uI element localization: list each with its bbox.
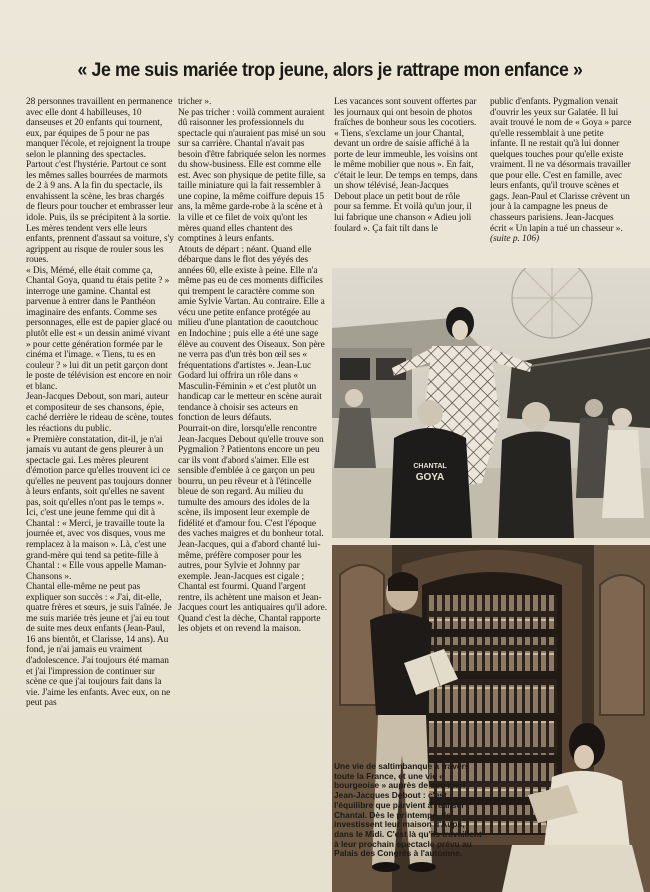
paragraph: Atouts de départ : néant. Quand elle débarque dans le flot des yéyés des années 60, elle existe à peine. Elle n'a même pas eu de ces moments difficiles qui trempent le caractère comme son amie Sylvie Vartan. Au contraire. Elle a vécu une petite enfance protégée au milieu d'une plantation de caoutchouc en Indochine ; puis elle a été une sage élève au couvent des Oiseaux. Son père ne verra pas d'un très bon œil ses « fréquentations d'artistes ». Jean-Luc Godard lui offrira un rôle dans « Masculin-Féminin » et c'est plutôt un handicap car le metteur en scène aurait tendance à choisir ses acteurs en fonction de leurs défauts.	[178, 244, 325, 424]
paragraph: tricher ».	[178, 97, 212, 107]
text-column-3: Les vacances sont souvent offertes par les journaux qui ont besoin de photos fraîches de bonheur sous les cocotiers. « Tiens, s'exclame un jour Chantal, devant un ordre de saisie affiché à la porte de leur immeuble, les voisins ont le même mobilier que nous ». En fait, c'était le leur. De temps en temps, dans un show télévisé, Jean-Jacques Debout place un petit bout de rôle pour sa femme. Et voilà qu'un jour, il lui fabrique une chanson « Adieu joli foulard ». Ça fait tilt dans le	[334, 97, 478, 234]
paragraph: Chantal elle-même ne peut pas expliquer son succès : « J'ai, dit-elle, quatre frères et sœurs, je suis l'aînée. Je me suis mariée très jeune et j'ai eu tout de suite mes deux enfants (Jean-Paul, 16 ans bientôt, et Clarisse, 14 ans). Au fond, je n'ai jamais eu vraiment d'adolescence. J'ai toujours été maman et j'ai l'impression de continuer sur scène ce que j'ai toujours fait dans la vie. J'aime les enfants. Avec eux, on ne peut pas	[26, 582, 172, 709]
paragraph: Ne pas tricher : voilà comment auraient dû raisonner les professionnels du spectacle qui n'auraient pas misé un sou sur sa carrière. Chantal n'avait pas besoin d'être fabriquée selon les normes du show-business. Elle est comme elle est. Avec son physique de petite fille, sa taille miniature qui la fait ressembler à une copine, la même coiffure depuis 15 ans, la même garde-robe à la scène et à la ville et ce filet de voix qu'ont les mères quand elles chantent des comptines à leurs enfants.	[178, 107, 326, 245]
paragraph: Partout c'est l'hystérie. Partout ce sont les mêmes salles bourrées de marmots de 2 à 9 ans. A la fin du spectacle, ils envahissent la scène, les bras chargés de fleurs pour toucher et embrasser leur idole. Puis, ils se précipitent à la sortie. Les mères tendent vers elle leurs enfants, prennent d'assaut sa voiture, s'y agrippent au risque de rouler sous les roues.	[26, 160, 174, 266]
sweater-text-line1: CHANTAL	[413, 463, 447, 470]
paragraph: Jean-Jacques Debout, son mari, auteur et compositeur de ses chansons, épie, caché derrière le rideau de scène, toutes les réactions du public.	[26, 392, 174, 434]
paragraph: Ici, c'est une jeune femme qui dit à Chantal : « Merci, je travaille toute la journée et, avec vos disques, vous me remplacez à la maison ». Là, c'est une grand-mère qui tend sa petite-fille à Chantal : « Elle vous appelle Maman-Chansons ».	[26, 508, 167, 582]
article-headline: « Je me suis mariée trop jeune, alors je rattrape mon enfance »	[77, 60, 583, 81]
photo-caption: Une vie de saltimbanque à travers toute la France, et une vie « bourgeoise » auprès de son mari Jean-Jacques Debout : c'est l'équilibre que parvient à réaliser Chantal. Dès le printemps, ils investissent leur maison d'Aups, dans le Midi. C'est là qu'ils travaillent à leur prochain spectacle prévu au Palais des Congrès à l'automne.	[334, 761, 482, 859]
sweater-text-line2: GOYA	[415, 472, 445, 483]
paragraph: Pourrait-on dire, lorsqu'elle rencontre Jean-Jacques Debout qu'elle trouve son Pygmalion ? Patientons encore un peu car ils vont d'abord s'aimer. Elle est sensible d'emblée à ce garçon un peu bourru, un peu rêveur et à l'étincelle bleue de son regard. Au milieu du tumulte des amours des idoles de la scène, ils imposent leur exemple de fidélité et d'amour fou. C'est l'époque des vaches maigres et du bonheur total. Jean-Jacques, qui a d'abord chanté lui-même, préfère composer pour les autres, pour Sylvie et Johnny par exemple. Jean-Jacques est cigale ; Chantal est fourmi. Quand l'argent rentre, ils achètent une maison et Jean-Jacques court les antiquaires qu'il adore. Quand c'est la dèche, Chantal rapporte les objets et on revend la maison.	[178, 423, 328, 635]
paragraph: « Dis, Mémé, elle était comme ça, Chantal Goya, quand tu étais petite ? » interroge une gamine. Chantal est parvenue à entrer dans le Panthéon imaginaire des enfants. Comme ses personnages, elle est de papier glacé ou plutôt elle est « un dessin animé vivant » pour cette génération formée par le cinéma et l'image. « Tiens, tu es en couleur ? » lui dit un petit garçon dont le poste de télévision est encore en noir et blanc.	[26, 265, 173, 392]
photo-outdoor-troupe	[332, 268, 650, 538]
paragraph: « Première constatation, dit-il, je n'ai jamais vu autant de gens pleurer à un spectacle gai. Les mères pleurent d'émotion parce qu'elles trouvent ici ce qu'elles ne peuvent pas toujours donner à leurs enfants, soit qu'elles ne savent pas, soit qu'elles n'ont pas le temps ».	[26, 434, 172, 508]
text-column-4	[490, 97, 632, 267]
column-4-text: public d'enfants. Pygmalion venait d'ouvrir les yeux sur Galatée. Il lui avait trouvé le nom de « Goya » parce qu'elle ressemblait à une petite infante. Il ne restait qu'à lui donner quelques touches pour qu'elle existe vraiment. Il ne va désormais travailler que pour elle. C'est en famille, avec leurs enfants, qu'il trouve scènes et gags. Jean-Paul et Clarisse crèvent un jour à la campagne les pneus de chasseurs parisiens. Jean-Jacques écrit « Un lapin a tué un chasseur ».	[490, 97, 632, 234]
continuation-note: (suite p. 106)	[490, 234, 540, 245]
text-column-2	[178, 97, 328, 892]
paragraph: 28 personnes travaillent en permanence avec elle dont 4 habilleuses, 10 danseuses et 20 enfants qui tournent, eux, par équipes de 5 pour ne pas manquer l'école, et rejoignent la troupe selon le planning des spectacles.	[26, 97, 173, 160]
text-column-1	[26, 97, 174, 892]
